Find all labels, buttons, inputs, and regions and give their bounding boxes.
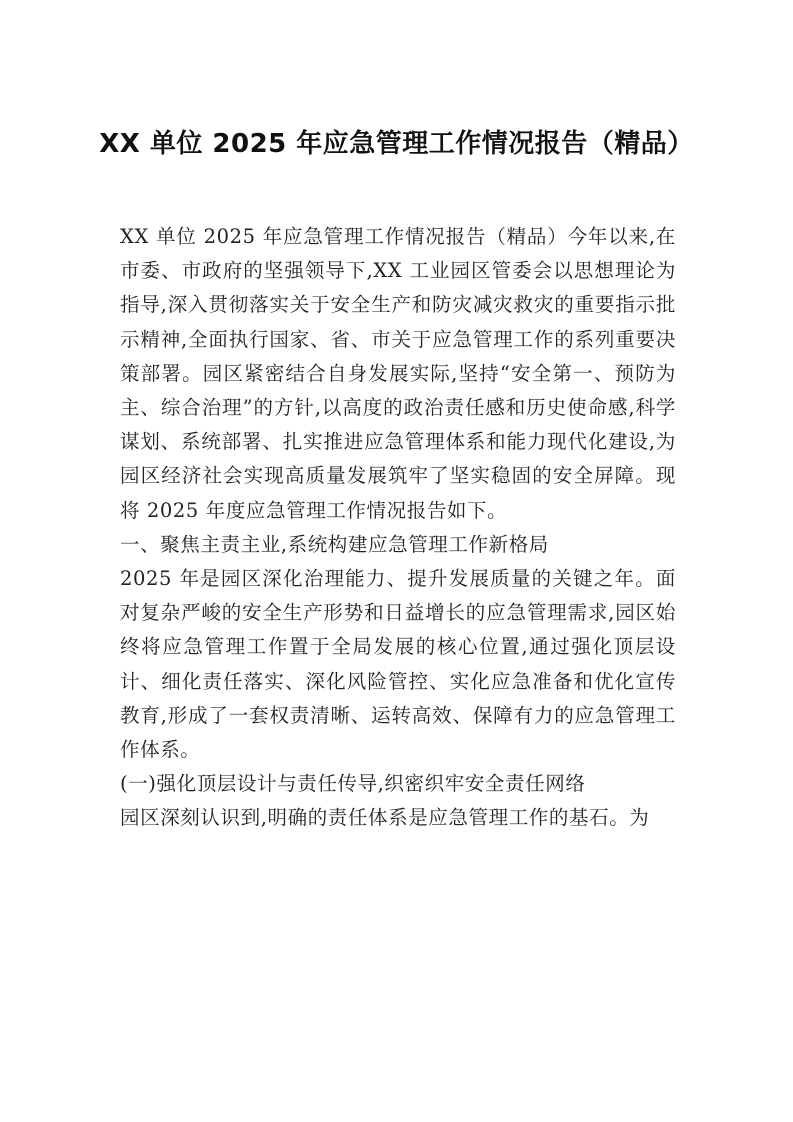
subsection-1-paragraph: 园区深刻认识到,明确的责任体系是应急管理工作的基石。为 bbox=[120, 806, 650, 830]
document-title: XX 单位 2025 年应急管理工作情况报告（精品） bbox=[99, 129, 694, 159]
document-body bbox=[120, 220, 676, 836]
subsection-heading-1: (一)强化顶层设计与责任传导,织密织牢安全责任网络 bbox=[120, 772, 586, 796]
section-1-paragraph: 2025 年是园区深化治理能力、提升发展质量的关键之年。面对复杂严峻的安全生产形势和日益增长的应急管理需求,园区始终将应急管理工作置于全局发展的核心位置,通过强化顶层设计、细化责任落实、深化风险管控、实化应急准备和优化宣传教育,形成了一套权责清晰、运转高效、保障有力的应急管理工作体系。 bbox=[120, 567, 676, 762]
section-heading-1: 一、聚焦主责主业,系统构建应急管理工作新格局 bbox=[120, 532, 549, 556]
intro-paragraph: XX 单位 2025 年应急管理工作情况报告（精品）今年以来,在市委、市政府的坚强领导下,XX 工业园区管委会以思想理论为指导,深入贯彻落实关于安全生产和防灾减灾救灾的重要指示批示精神,全面执行国家、省、市关于应急管理工作的系列重要决策部署。园区紧密结合自身发展实际,坚持“安全第一、预防为主、综合治理”的方针,以高度的政治责任感和历史使命感,科学谋划、系统部署、扎实推进应急管理体系和能力现代化建设,为园区经济社会实现高质量发展筑牢了坚实稳固的安全屏障。现将 2025 年度应急管理工作情况报告如下。 bbox=[120, 225, 676, 522]
